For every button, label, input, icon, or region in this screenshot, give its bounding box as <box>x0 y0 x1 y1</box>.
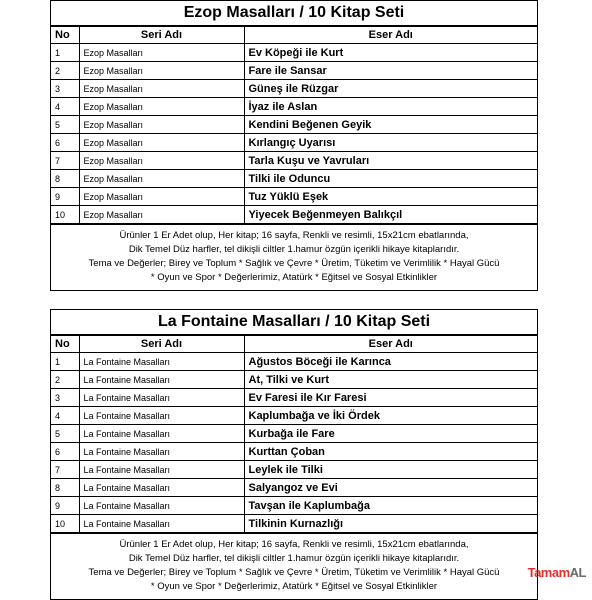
cell-seri: La Fontaine Masalları <box>79 461 244 479</box>
cell-no: 9 <box>51 188 79 206</box>
table-row <box>51 80 537 98</box>
table-row <box>51 479 537 497</box>
cell-no: 6 <box>51 134 79 152</box>
cell-seri: La Fontaine Masalları <box>79 353 244 371</box>
cell-seri: Ezop Masalları <box>79 98 244 116</box>
set-title: La Fontaine Masalları / 10 Kitap Seti <box>51 310 537 335</box>
table-header-row <box>51 336 537 353</box>
cell-seri: La Fontaine Masalları <box>79 425 244 443</box>
header-seri: Seri Adı <box>79 27 244 44</box>
description-line: Dik Temel Düz harfler, tel dikişli ciltler 1.hamur özgün içerikli hikaye kitaplarıdır. <box>128 553 460 564</box>
table-row <box>51 206 537 224</box>
header-no: No <box>51 27 79 44</box>
table-row <box>51 407 537 425</box>
cell-eser: Tilkinin Kurnazlığı <box>244 515 537 533</box>
cell-no: 9 <box>51 497 79 515</box>
cell-eser: Ev Köpeği ile Kurt <box>244 44 537 62</box>
header-eser: Eser Adı <box>244 336 537 353</box>
cell-seri: La Fontaine Masalları <box>79 407 244 425</box>
table-row <box>51 497 537 515</box>
cell-seri: La Fontaine Masalları <box>79 515 244 533</box>
cell-no: 5 <box>51 425 79 443</box>
description-line: * Oyun ve Spor * Değerlerimiz, Atatürk * Eğitsel ve Sosyal Etkinlikler <box>150 272 438 283</box>
cell-eser: Kurbağa ile Fare <box>244 425 537 443</box>
cell-no: 2 <box>51 62 79 80</box>
set-description <box>51 533 537 599</box>
table-row <box>51 389 537 407</box>
set-description <box>51 224 537 290</box>
cell-eser: Tuz Yüklü Eşek <box>244 188 537 206</box>
cell-no: 8 <box>51 170 79 188</box>
cell-eser: At, Tilki ve Kurt <box>244 371 537 389</box>
cell-no: 10 <box>51 206 79 224</box>
cell-no: 8 <box>51 479 79 497</box>
cell-eser: Kendini Beğenen Geyik <box>244 116 537 134</box>
description-line: * Oyun ve Spor * Değerlerimiz, Atatürk * Eğitsel ve Sosyal Etkinlikler <box>150 581 438 592</box>
table-row <box>51 152 537 170</box>
book-set-2 <box>50 309 538 600</box>
book-table <box>51 335 537 533</box>
cell-seri: Ezop Masalları <box>79 62 244 80</box>
cell-no: 4 <box>51 98 79 116</box>
table-row <box>51 515 537 533</box>
table-row <box>51 134 537 152</box>
table-row <box>51 116 537 134</box>
cell-seri: Ezop Masalları <box>79 116 244 134</box>
table-header-row <box>51 27 537 44</box>
cell-no: 6 <box>51 443 79 461</box>
cell-seri: Ezop Masalları <box>79 44 244 62</box>
cell-seri: Ezop Masalları <box>79 170 244 188</box>
table-row <box>51 443 537 461</box>
table-body <box>51 44 537 224</box>
cell-eser: Tavşan ile Kaplumbağa <box>244 497 537 515</box>
description-line: Ürünler 1 Er Adet olup, Her kitap; 16 sayfa, Renkli ve resimli, 15x21cm ebatlarında, <box>119 539 469 550</box>
cell-no: 7 <box>51 461 79 479</box>
table-row <box>51 44 537 62</box>
description-line: Ürünler 1 Er Adet olup, Her kitap; 16 sayfa, Renkli ve resimli, 15x21cm ebatlarında, <box>119 230 469 241</box>
cell-seri: Ezop Masalları <box>79 80 244 98</box>
table-row <box>51 353 537 371</box>
table-row <box>51 461 537 479</box>
watermark-part-gray: AL <box>569 565 586 580</box>
table-row <box>51 62 537 80</box>
cell-seri: La Fontaine Masalları <box>79 389 244 407</box>
cell-no: 1 <box>51 44 79 62</box>
cell-no: 1 <box>51 353 79 371</box>
cell-eser: Kaplumbağa ve İki Ördek <box>244 407 537 425</box>
description-line: Tema ve Değerler; Birey ve Toplum * Sağlık ve Çevre * Üretim, Tüketim ve Verimlilik * Hayal Gücü <box>88 258 500 269</box>
cell-eser: Kırlangıç Uyarısı <box>244 134 537 152</box>
watermark-part-red: Tamam <box>527 565 570 580</box>
cell-seri: La Fontaine Masalları <box>79 371 244 389</box>
book-table <box>51 26 537 224</box>
book-set-1 <box>50 0 538 291</box>
table-row <box>51 98 537 116</box>
cell-eser: Yiyecek Beğenmeyen Balıkçıl <box>244 206 537 224</box>
cell-seri: La Fontaine Masalları <box>79 497 244 515</box>
table-row <box>51 188 537 206</box>
cell-eser: Fare ile Sansar <box>244 62 537 80</box>
set-title: Ezop Masalları / 10 Kitap Seti <box>51 1 537 26</box>
cell-no: 2 <box>51 371 79 389</box>
cell-seri: La Fontaine Masalları <box>79 479 244 497</box>
cell-eser: Ağustos Böceği ile Karınca <box>244 353 537 371</box>
cell-eser: İyaz ile Aslan <box>244 98 537 116</box>
cell-eser: Güneş ile Rüzgar <box>244 80 537 98</box>
cell-eser: Kurttan Çoban <box>244 443 537 461</box>
table-row <box>51 371 537 389</box>
header-no: No <box>51 336 79 353</box>
table-row <box>51 425 537 443</box>
table-body <box>51 353 537 533</box>
cell-eser: Tarla Kuşu ve Yavruları <box>244 152 537 170</box>
cell-seri: Ezop Masalları <box>79 134 244 152</box>
cell-no: 7 <box>51 152 79 170</box>
cell-no: 3 <box>51 389 79 407</box>
table-row <box>51 170 537 188</box>
store-watermark-logo <box>528 565 586 580</box>
header-eser: Eser Adı <box>244 27 537 44</box>
description-line: Tema ve Değerler; Birey ve Toplum * Sağlık ve Çevre * Üretim, Tüketim ve Verimlilik * Hayal Gücü <box>88 567 500 578</box>
cell-no: 3 <box>51 80 79 98</box>
cell-eser: Ev Faresi ile Kır Faresi <box>244 389 537 407</box>
cell-seri: Ezop Masalları <box>79 188 244 206</box>
header-seri: Seri Adı <box>79 336 244 353</box>
cell-seri: La Fontaine Masalları <box>79 443 244 461</box>
description-line: Dik Temel Düz harfler, tel dikişli ciltler 1.hamur özgün içerikli hikaye kitaplarıdır. <box>128 244 460 255</box>
cell-no: 5 <box>51 116 79 134</box>
cell-no: 4 <box>51 407 79 425</box>
cell-seri: Ezop Masalları <box>79 206 244 224</box>
cell-eser: Tilki ile Oduncu <box>244 170 537 188</box>
cell-no: 10 <box>51 515 79 533</box>
cell-eser: Salyangoz ve Evi <box>244 479 537 497</box>
cell-seri: Ezop Masalları <box>79 152 244 170</box>
cell-eser: Leylek ile Tilki <box>244 461 537 479</box>
